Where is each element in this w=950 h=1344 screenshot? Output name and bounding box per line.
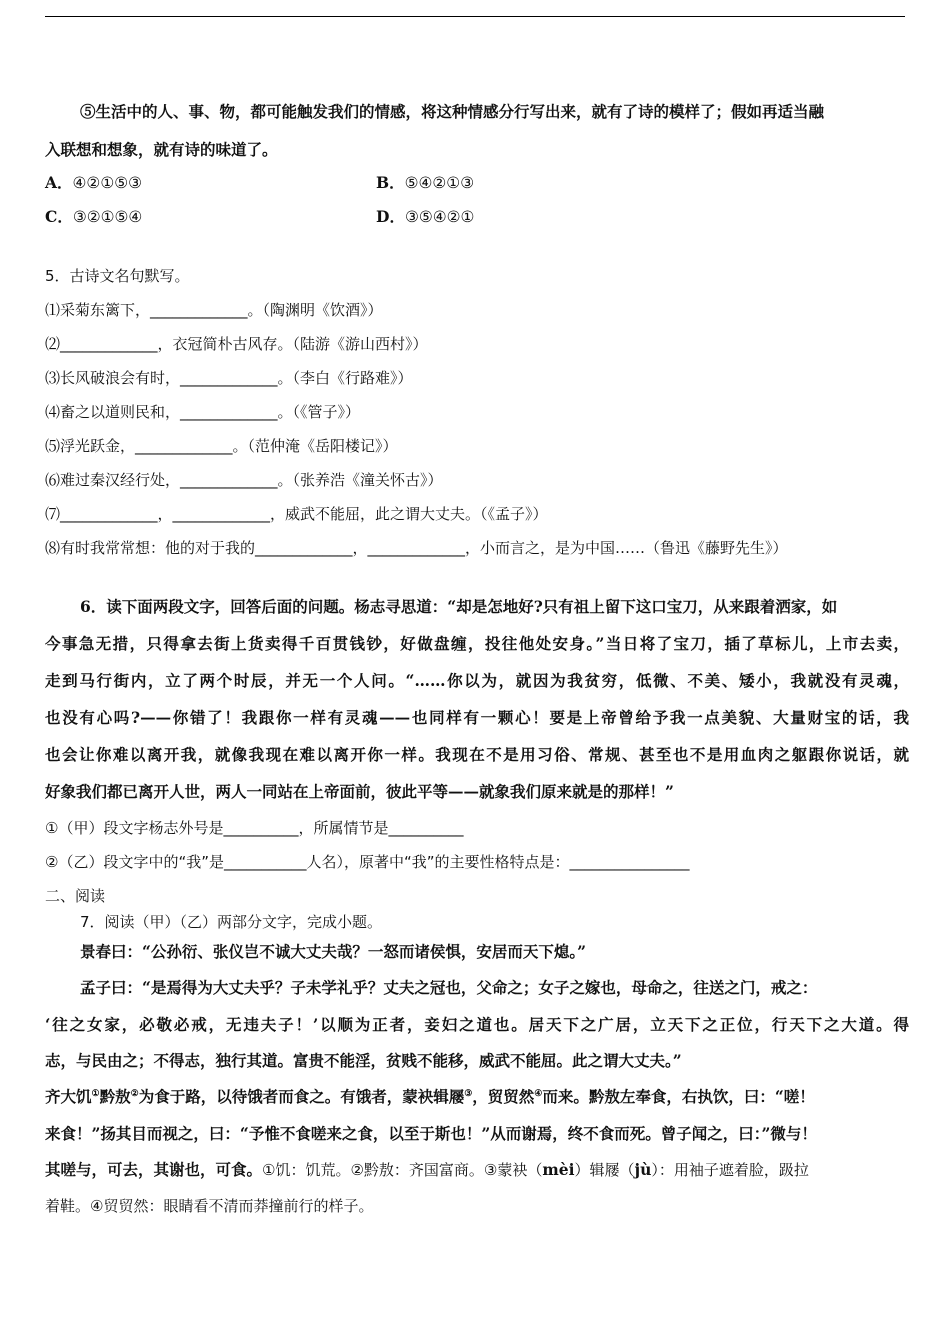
yi-line-1 (45, 1086, 815, 1108)
jia-line-2: 孟子曰：“是焉得为大丈夫乎？子未学礼乎？丈夫之冠也，父命之；女子之嫁也，母命之，往送之门，戒之： (80, 978, 818, 997)
footnote-text-3: ）：用袖子遮着脸，趿拉 (651, 1161, 809, 1179)
yi-text-2: 黔敖 (99, 1087, 131, 1106)
q6-passage-line-3: 走到马行街内，立了两个时辰，并无一个人问。“……你以为，就因为我贫穷，低微、不美、矮小，我就没有灵魂， (45, 671, 909, 690)
footnote-ref-2: ② (130, 1088, 139, 1099)
option-d[interactable] (376, 206, 474, 228)
q6-question-2: ②（乙）段文字中的“我”是___________人名），原著中“我”的主要性格特点是：________________ (45, 853, 690, 871)
option-d-value: ③⑤④②① (404, 208, 475, 226)
option-c-label: C． (45, 207, 73, 226)
yi-text-5: 而来。黔敖左奉食，右执饮，曰：“嗟！ (542, 1087, 815, 1106)
footnote-ref-1: ① (91, 1088, 100, 1099)
yi-line-3 (45, 1159, 809, 1181)
q5-line-6: ⑹难过秦汉经行处，_____________。（张养浩《潼关怀古》） (45, 471, 443, 489)
q6-passage-line-4: 也没有心吗?——你错了！我跟你一样有灵魂——也同样有一颗心！要是上帝曾给予我一点美貌、大量财宝的话，我 (45, 708, 909, 727)
jia-line-3: ‘往之女家，必敬必戒，无违夫子！’以顺为正者，妾妇之道也。居天下之广居，立天下之正位，行天下之大道。得 (45, 1015, 909, 1034)
footnote-ref-3: ③ (464, 1088, 473, 1099)
footnote-text-1: ①饥：饥荒。②黔敖：齐国富商。③蒙袂（ (262, 1161, 543, 1179)
yi-line-2: 来食！”扬其目而视之，曰：“予惟不食嗟来之食，以至于斯也！”从而谢焉，终不食而死。曾子闻之，曰：”微与！ (45, 1124, 817, 1143)
yi-line-3-text: 其嗟与，可去，其谢也，可食。 (45, 1160, 263, 1179)
yi-text-4: ，贸贸然 (472, 1087, 535, 1106)
q5-line-5: ⑸浮光跃金，_____________。（范仲淹《岳阳楼记》） (45, 437, 398, 455)
yi-text-3: 为食于路，以待饿者而食之。有饿者，蒙袂辑屦 (138, 1087, 465, 1106)
header-rule (45, 16, 905, 17)
q6-passage-line-2: 今事急无措，只得拿去街上货卖得千百贯钱钞，好做盘缠，投往他处安身。”当日将了宝刀，插了草标儿，上市去卖， (45, 634, 909, 653)
jia-line-1: 景春曰：“公孙衍、张仪岂不诚大丈夫哉？一怒而诸侯惧，安居而天下熄。” (80, 942, 587, 961)
footnote-ref-4: ④ (534, 1088, 543, 1099)
jia-line-4: 志，与民由之；不得志，独行其道。富贵不能淫，贫贱不能移，威武不能屈。此之谓大丈夫。” (45, 1051, 682, 1070)
q6-passage-line-1: 6．读下面两段文字，回答后面的问题。杨志寻思道：“却是怎地好?只有祖上留下这口宝刀，从来跟着洒家，如 (80, 597, 838, 616)
q5-line-7: ⑺_____________，_____________，威武不能屈，此之谓大丈夫。（《孟子》） (45, 505, 548, 523)
footnote-text-2: ）辑屦（ (574, 1161, 635, 1179)
option-b-label: B． (376, 173, 405, 192)
option-a-label: A． (45, 173, 73, 192)
section-heading: 二、阅读 (45, 887, 106, 905)
q6-passage-line-5: 也会让你难以离开我，就像我现在难以离开你一样。我现在不是用习俗、常规、甚至也不是用血肉之躯跟你说话，就 (45, 745, 909, 764)
option-a-value: ④②①⑤③ (72, 174, 143, 192)
q6-passage-line-6: 好象我们都已离开人世，两人一同站在上帝面前，彼此平等——就象我们原来就是的那样！” (45, 782, 674, 801)
q5-line-2: ⑵_____________，衣冠简朴古风存。（陆游《游山西村》） (45, 335, 428, 353)
q5-line-4: ⑷畜之以道则民和，_____________。（《管子》） (45, 403, 361, 421)
q5-title: 5．古诗文名句默写。 (45, 267, 190, 285)
q6-question-1: ①（甲）段文字杨志外号是__________，所属情节是__________ (45, 819, 464, 837)
q5-line-8: ⑻有时我常常想：他的对于我的_____________，_____________，小而言之，是为中国……（鲁迅《藤野先生》） (45, 539, 788, 557)
option-b[interactable] (376, 172, 474, 194)
pinyin-ju: jù (634, 1160, 652, 1179)
option-d-label: D． (376, 207, 405, 226)
option-b-value: ⑤④②①③ (404, 174, 475, 192)
option-c-value: ③②①⑤④ (72, 208, 143, 226)
q4-item5-line1: ⑤生活中的人、事、物，都可能触发我们的情感，将这种情感分行写出来，就有了诗的模样了；假如再适当融 (80, 102, 825, 121)
q7-title: 7．阅读（甲）（乙）两部分文字，完成小题。 (80, 913, 383, 931)
option-c[interactable] (45, 206, 142, 228)
q4-item5-line2: 入联想和想象，就有诗的味道了。 (45, 140, 278, 159)
pinyin-mei: mèi (542, 1160, 575, 1179)
yi-line-4: 着鞋。④贸贸然：眼睛看不清而莽撞前行的样子。 (45, 1197, 374, 1215)
q5-line-3: ⑶长风破浪会有时，_____________。（李白《行路难》） (45, 369, 413, 387)
yi-text-1: 齐大饥 (45, 1087, 92, 1106)
q5-line-1: ⑴采菊东篱下，_____________。（陶渊明《饮酒》） (45, 301, 383, 319)
option-a[interactable] (45, 172, 142, 194)
